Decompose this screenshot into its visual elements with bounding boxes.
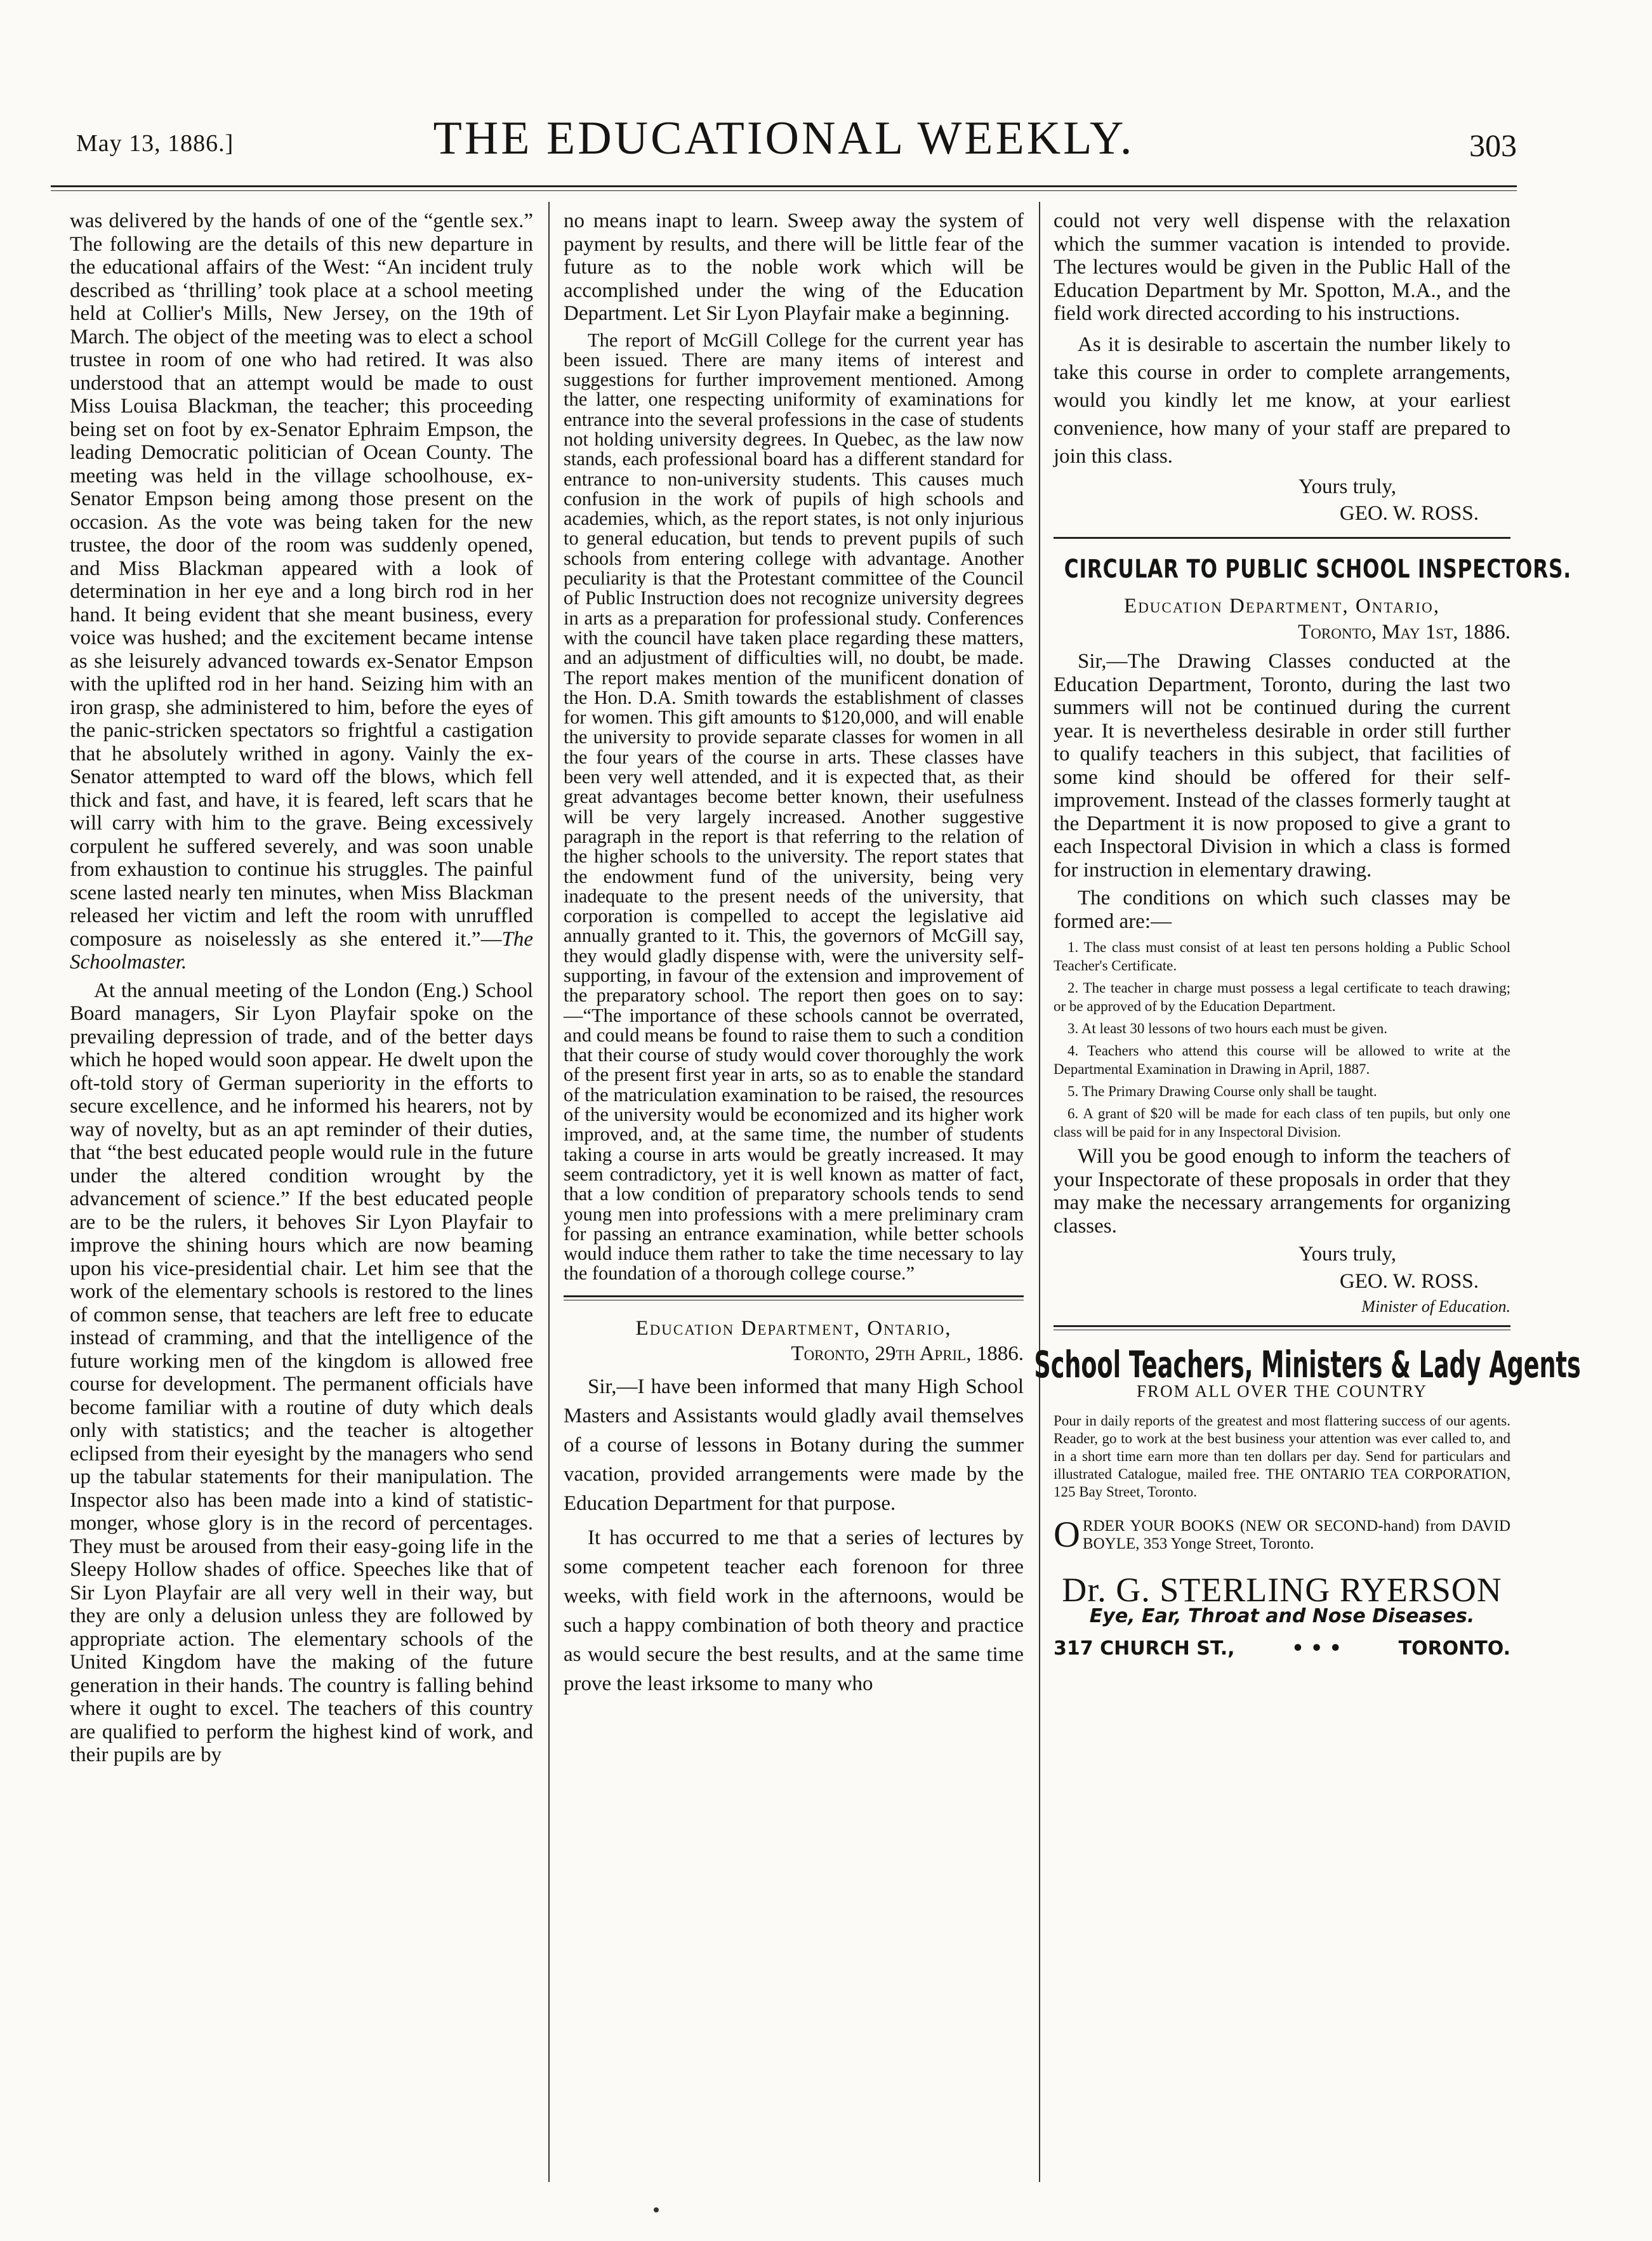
circular-department: Education Department, Ontario,: [1124, 595, 1440, 618]
doctor-ad-name: Dr. G. STERLING RYERSON: [1062, 1570, 1502, 1609]
issue-date: May 13, 1886.]: [76, 130, 234, 157]
condition-item: 2. The teacher in charge must possess a legal certificate to teach drawing; or be approved of by the Education Department.: [1054, 980, 1510, 1014]
condition-item: 6. A grant of $20 will be made for each class of ten pupils, but only one class will be paid for in any Inspectoral Division.: [1054, 1106, 1510, 1140]
letter-paragraph: Sir,—I have been informed that many High School Masters and Assistants would gladly avail themselves of a course of lessons in Botany during the summer vacation, provided arrangements were made by the Education Department for that purpose.: [564, 1375, 1024, 1515]
ad-body: Pour in daily reports of the greatest and most flattering success of our agents. Reader, go to work at the best business your attention was ever called to, and in a short time earn more than ten dollars per day. Send for particulars and illustrated Catalogue, mailed free. THE ONTARIO TEA CORPORATION, 125 Bay Street, Toronto.: [1054, 1412, 1510, 1500]
article-text: was delivered by the hands of one of the “gentle sex.” The following are the details of this new departure in the educational affairs of the West: “An incident truly described as ‘thrilling’ took place at a school meeting held at Collier's Mills, New Jersey, on the 19th of March. The object of the meeting was to elect a school trustee in room of one who had retired. It was also understood that an attempt would be made to oust Miss Louisa Blackman, the teacher; this proceeding being set on foot by ex-Senator Ephraim Empson, the leading Democratic politician of Ocean County. The meeting was held in the village schoolhouse, ex-Senator Empson being among those present on the occasion. As the vote was being taken for the new trustee, the door of the room was suddenly opened, and Miss Blackman appeared with a look of determination in her eye and a long birch rod in her hand. It being evident that she meant business, every voice was hushed; and the excitement became intense as she leisurely advanced towards ex-Senator Empson with the uplifted rod in her hand. Seizing him with an iron grasp, she administered to him, before the eyes of the panic-stricken spectators so frightful a castigation that he absolutely writhed in agony. Vainly the ex-Senator attempted to ward off the blows, which fell thick and fast, and have, it is feared, left scars that he will carry with him to the grave. Being excessively corpulent he suffered severely, and was soon unable from exhaustion to continue his struggles. The painful scene lasted nearly ten minutes, when Miss Blackman released her victim and left the room with unruffled composure as noiselessly as she entered it.”—: [70, 209, 533, 951]
condition-item: 1. The class must consist of at least ten persons holding a Public School Teacher's Certificate.: [1054, 939, 1510, 974]
circular-dateline: Toronto, May 1st, 1886.: [1298, 620, 1510, 644]
column-2: [564, 209, 1024, 1703]
circular-closing: Yours truly,: [1298, 1243, 1396, 1266]
circular-headline: CIRCULAR TO PUBLIC SCHOOL INSPECTORS.: [1064, 554, 1571, 584]
circular-paragraph: Will you be good enough to inform the teachers of your Inspectorate of these proposals in order that they may make the necessary arrangements for organizing classes.: [1054, 1145, 1510, 1238]
condition-item: 5. The Primary Drawing Course only shall be taught.: [1067, 1083, 1377, 1099]
mcgill-report-paragraph: The report of McGill College for the current year has been issued. There are many items of interest and suggestions for further improvement mentioned. Among the latter, one respecting uniformity of examinations for entrance into the several professions in the case of students not holding university degrees. In Quebec, as the law now stands, each professional board has a different standard for entrance to non-university students. This causes much confusion in the work of pupils of high schools and academies, which, as the report states, is not only injurious to general education, but tends to prevent pupils of such schools from entering college with advantage. Another peculiarity is that the Protestant committee of the Council of Public Instruction does not recognize university degrees in arts as a preparation for professional study. Conferences with the council have taken place regarding these matters, and an adjustment of difficulties will, no doubt, be made. The report makes mention of the munificent donation of the Hon. D.A. Smith towards the establishment of classes for women. This gift amounts to $120,000, and will enable the university to provide separate classes for women in all the four years of the course in arts. These classes have been very well attended, and it is expected that, as their great advantages become better known, their usefulness will be very largely increased. Another suggestive paragraph in the report is that referring to the relation of the higher schools to the university. The report states that the endowment fund of the university, being very inadequate to the present needs of the university, that corporation is compelled to accept the legislative aid annually granted to it. This, the governors of McGill say, they would gladly dispense with, were the university self-supporting, in favour of the extension and improvement of the preparatory school. The report then goes on to say:—“The importance of these schools cannot be overrated, and could means be found to raise them to such a condition that their course of study would cover thoroughly the work of the present first year in arts, so as to enable the standard of the matriculation examination to be raised, the resources of the university would be economized and its higher work improved, and, at the same time, the number of students taking a course in arts would be greatly increased. It may seem contradictory, yet it is well known as matter of fact, that a low condition of preparatory schools tends to send young men into professions with a mere preliminary cram for passing an entrance examination, while better schools would induce them rather to take the time necessary to lay the foundation of a thorough college course.”: [564, 329, 1024, 1285]
drop-cap: O: [1054, 1513, 1080, 1555]
page-number: 303: [1469, 128, 1517, 163]
ink-dot: [654, 2207, 659, 2212]
source-citation: The Schoolmaster.: [70, 927, 533, 974]
letter-paragraph: could not very well dispense with the relaxation which the summer vacation is intended to provide. The lectures would be given in the Public Hall of the Education Department by Mr. Spotton, M.A., and the field work directed according to his instructions.: [1054, 209, 1510, 325]
section-rule: [564, 1295, 1024, 1297]
ad-headline: School Teachers, Ministers & Lady Agents: [1034, 1342, 1581, 1386]
publication-title: THE EDUCATIONAL WEEKLY.: [433, 112, 1135, 164]
book-order-ad: [1054, 1513, 1510, 1555]
book-order-text: RDER YOUR BOOKS (NEW OR SECOND-hand) from DAVID BOYLE, 353 Yonge Street, Toronto.: [1082, 1517, 1510, 1552]
section-rule: [1054, 537, 1510, 539]
circular-paragraph: The conditions on which such classes may be formed are:—: [1054, 887, 1510, 933]
column-divider-2: [1039, 202, 1040, 2182]
address-dots: • • •: [1292, 1637, 1342, 1660]
circular-signature: GEO. W. ROSS.: [1339, 1269, 1479, 1293]
letter-closing: Yours truly,: [1298, 475, 1396, 498]
circular-paragraph: Sir,—The Drawing Classes conducted at the Education Department, Toronto, during the last two summers will not be continued during the current year. It is nevertheless desirable in order still further to qualify teachers in this subject, that facilities of some kind should be offered for their self-improvement. Instead of the classes formerly taught at the Department it is now proposed to give a grant to each Inspectoral Division in which a class is formed for instruction in elementary drawing.: [1054, 650, 1510, 882]
header-rule-bottom: [51, 190, 1517, 191]
column-1: [70, 209, 533, 1772]
doctor-ad-address: [1054, 1637, 1510, 1661]
condition-item: 4. Teachers who attend this course will be allowed to write at the Departmental Examination in Drawing in April, 1887.: [1054, 1043, 1510, 1077]
column-divider-1: [548, 202, 550, 2182]
article-paragraph: At the annual meeting of the London (Eng.) School Board managers, Sir Lyon Playfair spoke on the prevailing depression of trade, and of the better days which he hoped would soon appear. He dwelt upon the oft-told story of German superiority in the efforts to secure excellence, and he informed his hearers, not by way of novelty, but as an apt reminder of their duties, that “the best educated people would rule in the future under the altered condition wrought by the advancement of science.” If the best educated people are to be the rulers, it behoves Sir Lyon Playfair to improve the shining hours which are now beaming upon his vice-presidential chair. Let him see that the work of the elementary schools is restored to the lines of common sense, that teachers are left free to educate instead of cramming, and that the intelligence of the future working men of the kingdom is allowed free course for development. The permanent officials have become familiar with a routine of duty which deals only with statistics; and the teacher is altogether eclipsed from their eyesight by the managers who send up the tabular statements for their manipulation. The Inspector also has been made into a kind of statistic-monger, whose glory is in the record of percentages. They must be aroused from their easy-going life in the Sleepy Hollow shades of office. Speeches like that of Sir Lyon Playfair are all very well in their way, but they are only a delusion unless they are followed by appropriate action. The elementary schools of the United Kingdom have the making of the future generation in their hands. The country is falling behind where it ought to excel. The teachers of this country are qualified to perform the highest kind of work, and their pupils are by: [70, 979, 533, 1766]
letter-signature: GEO. W. ROSS.: [1339, 502, 1479, 525]
ad-subheadline: FROM ALL OVER THE COUNTRY: [1136, 1382, 1428, 1401]
header-rule-top: [51, 185, 1517, 187]
doctor-city: TORONTO.: [1398, 1637, 1510, 1660]
section-rule: [1054, 1325, 1510, 1327]
doctor-ad-specialty: Eye, Ear, Throat and Nose Diseases.: [1089, 1605, 1475, 1627]
conditions-list: [1054, 938, 1510, 1141]
article-paragraph: no means inapt to learn. Sweep away the system of payment by results, and there will be little fear of the future as to the noble work which will be accomplished under the wing of the Education Department. Let Sir Lyon Playfair make a beginning.: [564, 209, 1024, 325]
letter-department: Education Department, Ontario,: [635, 1316, 952, 1340]
letter-paragraph: It has occurred to me that a series of lectures by some competent teacher each forenoon for three weeks, with field work in the afternoons, would be such a happy combination of both theory and practice as would secure the best results, and at the same time prove the least irksome to many who: [564, 1526, 1024, 1695]
doctor-street: 317 CHURCH ST.,: [1054, 1637, 1235, 1660]
column-3: [1034, 209, 1581, 1660]
signatory-title: Minister of Education.: [1361, 1297, 1510, 1316]
page-header: [51, 94, 1517, 164]
condition-item: 3. At least 30 lessons of two hours each must be given.: [1067, 1021, 1388, 1036]
article-paragraph: [70, 209, 533, 974]
letter-dateline: Toronto, 29th April, 1886.: [791, 1342, 1024, 1366]
letter-paragraph: As it is desirable to ascertain the number likely to take this course in order to complete arrangements, would you kindly let me know, at your earliest convenience, how many of your staff are prepared to join this class.: [1054, 333, 1510, 468]
